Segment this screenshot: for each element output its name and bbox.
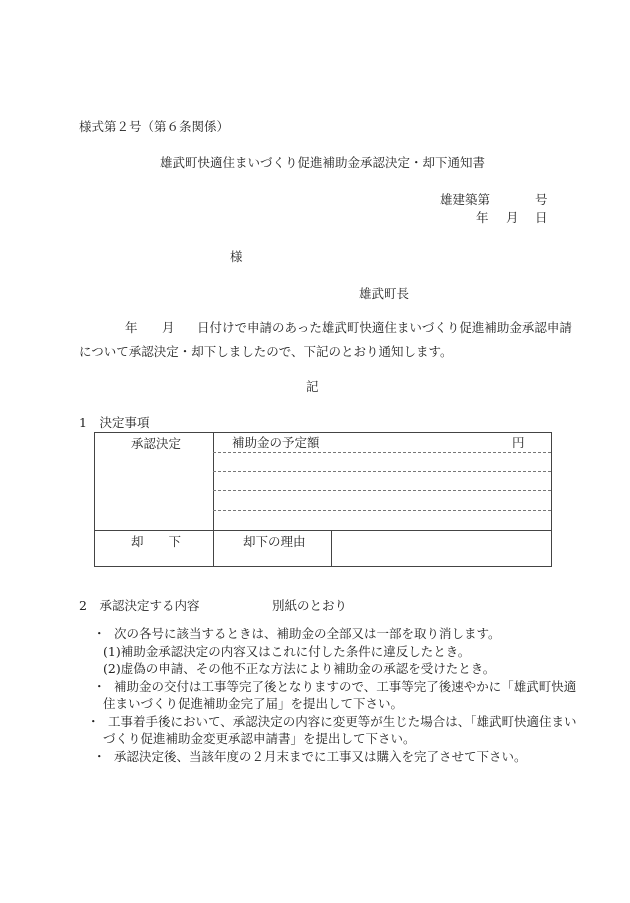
body-month: 月 <box>162 320 175 335</box>
doc-number-prefix: 雄建築第 <box>440 192 491 207</box>
section2-heading: 2 承認決定する内容 <box>79 598 200 613</box>
note-line: 次の各号に該当するときは、補助金の全部又は一部を取り消します。 <box>114 626 501 641</box>
section1-heading: 1 決定事項 <box>79 415 150 430</box>
note-line: 住まいづくり促進補助金完了届」を提出して下さい。 <box>103 696 404 711</box>
note-line: 承認決定後、当該年度の２月末までに工事又は購入を完了させて下さい。 <box>114 749 527 764</box>
rejection-label: 却 下 <box>131 534 182 549</box>
date-year: 年 <box>476 210 489 225</box>
bullet-icon: ・ <box>93 749 106 764</box>
doc-number-suffix: 号 <box>535 192 548 207</box>
body-year: 年 <box>125 320 138 335</box>
issuer: 雄武町長 <box>359 286 410 301</box>
bullet-icon: ・ <box>93 679 106 694</box>
body-line2: について承認決定・却下しましたので、下記のとおり通知します。 <box>79 344 453 359</box>
ki-heading: 記 <box>306 379 319 394</box>
form-number: 様式第２号（第６条関係） <box>79 119 230 134</box>
body-line1: 日付けで申請のあった雄武町快適住まいづくり促進補助金承認申請 <box>197 320 572 335</box>
note-line: 補助金の交付は工事等完了後となりますので、工事等完了後速やかに「雄武町快適 <box>114 679 577 694</box>
date-month: 月 <box>506 210 519 225</box>
bullet-icon: ・ <box>87 714 100 729</box>
note-line: づくり促進補助金変更承認申請書」を提出して下さい。 <box>103 731 416 746</box>
section2-value: 別紙のとおり <box>272 598 348 613</box>
decision-table <box>94 432 552 567</box>
yen-label: 円 <box>512 435 525 450</box>
approval-label: 承認決定 <box>131 436 182 451</box>
note-line: (1)補助金承認決定の内容又はこれに付した条件に違反したとき。 <box>103 644 471 659</box>
note-line: 工事着手後において、承認決定の内容に変更等が生じた場合は、「雄武町快適住まい <box>108 714 577 729</box>
addressee-suffix: 様 <box>230 249 243 264</box>
amount-label: 補助金の予定額 <box>232 435 320 450</box>
document-title: 雄武町快適住まいづくり促進補助金承認決定・却下通知書 <box>160 155 486 170</box>
rejection-reason-label: 却下の理由 <box>243 534 306 549</box>
date-day: 日 <box>535 210 548 225</box>
note-line: (2)虚偽の申請、その他不正な方法により補助金の承認を受けたとき。 <box>103 661 496 676</box>
bullet-icon: ・ <box>93 626 106 641</box>
